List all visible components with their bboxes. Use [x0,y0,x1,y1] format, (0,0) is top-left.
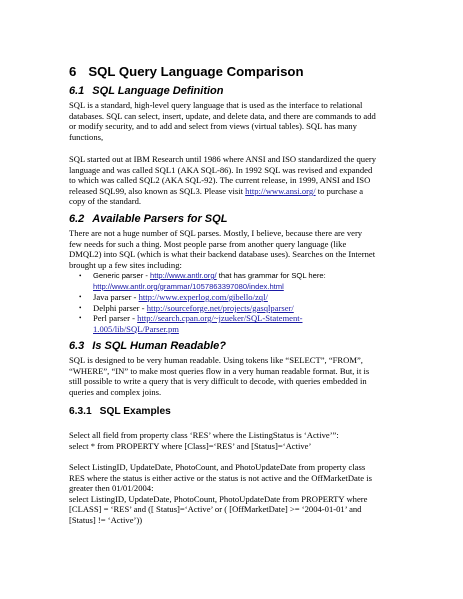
antlr-grammar-link[interactable]: http://www.antlr.org/grammar/1057863397080/index.html [93,281,284,291]
bullet-icon: • [79,293,82,301]
cpan-link[interactable]: http://search.cpan.org/~jzueker/SQL-Statement- [137,313,303,324]
text-line: queries and complex joins. [69,386,162,397]
text-line: select * from PROPERTY where [Class]=‘RES’ and [Status]=‘Active’ [69,440,312,451]
text-line: functions, [69,131,104,142]
text-line: SQL is designed to be very human readable. Using tokens like “SELECT”, “FROM”, [69,355,363,365]
list-item-label: Generic parser - [93,271,150,280]
text-line: [CLASS] = ‘RES’ and ([ Status]=‘Active’ or ( [OffMarketDate] >= ‘2004-01-01’ and [69,504,362,515]
section-title: SQL Examples [99,406,171,417]
list-item-label: Perl parser - [93,313,138,324]
s63-paragraph-1 [69,355,369,397]
s61-paragraph-1 [69,100,376,142]
text-line: SQL started out at IBM Research until 1986 where ANSI and ISO standardized the query [69,154,377,164]
section-6-3-heading [69,340,226,352]
text-line: released SQL99, also known as SQL3. Please visit [69,185,246,196]
bullet-icon: • [79,303,82,312]
text-line: Select all field from property class ‘RES’ where the ListingStatus is ‘Active’”: [69,430,339,440]
section-number: 6.3 [69,340,85,352]
antlr-link[interactable]: http://www.antlr.org/ [149,271,217,280]
list-item-label: Delphi parser - [93,302,147,313]
text-line: still possible to write a query that is very difficult to decode, with queries embedded in [69,376,367,387]
text-line: brought up a few sites including: [69,259,182,270]
section-6-3-1-heading [69,406,171,417]
text-line: to which was called SQL2 (AKA SQL-92). The current release, in 1999, ANSI and ISO [69,175,371,186]
text-line: [Status] != ‘Active’)) [69,514,143,525]
text-line: “WHERE”, “IN” to make most queries flow in a very human readable format. But, it is [69,365,370,376]
text-line: language and was called SQL1 (AKA SQL-86). In 1992 SQL was revised and expanded [69,164,373,175]
bullet-icon: • [79,272,82,280]
text-line: SQL is a standard, high-level query language that is used as the interface to relational [69,100,363,110]
text-line: select ListingID, UpdateDate, PhotoCount, PhotoUpdateDate from PROPERTY where [69,493,368,504]
text-line: greater then 01/01/2004: [69,483,154,494]
list-item-label: Java parser - [93,292,139,302]
text-line: DMQL2) into SQL (which is what their backend database uses). Searches on the Internet [69,249,376,260]
text-line: RES where the status is either active or the status is not active and the OffMarketDate is [69,472,372,483]
chapter-number: 6 [69,64,77,79]
gasqlparser-link[interactable]: http://sourceforge.net/projects/gasqlparser/ [146,302,294,313]
text-line: few needs for such a thing. Most people parse from another query language (like [69,238,347,249]
text-line: databases. SQL can select, insert, update, and delete data, and there are commands to add [69,110,376,121]
sql-example-1 [69,430,339,451]
section-6-1-heading [69,85,224,97]
text-line: to purchase a [315,185,364,196]
list-item-text: that has grammar for SQL here: [216,271,326,280]
chapter-title: SQL Query Language Comparison [88,64,304,79]
cpan-link-continued[interactable]: 1.005/lib/SQL/Parser.pm [93,323,179,334]
section-6-2-heading [69,213,227,225]
text-line: Select ListingID, UpdateDate, PhotoCount, and PhotoUpdateDate from property class [69,462,366,472]
section-title: Is SQL Human Readable? [92,340,226,352]
section-number: 6.2 [69,213,85,225]
s61-paragraph-2 [69,154,376,207]
section-title: SQL Language Definition [92,85,224,97]
text-line: copy of the standard. [69,196,142,207]
ansi-link[interactable]: http://www.ansi.org/ [245,185,316,196]
sql-example-2 [69,462,372,526]
section-title: Available Parsers for SQL [92,213,228,225]
text-line: or modify security, and to add and select from views (virtual tables). SQL has many [69,121,357,132]
section-number: 6.3.1 [69,406,92,417]
text-line: There are not a huge number of SQL parses. Mostly, I believe, because there are very [69,228,363,238]
section-number: 6.1 [69,85,85,97]
chapter-heading [69,64,304,79]
zql-link[interactable]: http://www.experlog.com/gibello/zql/ [138,292,268,302]
bullet-icon: • [79,314,82,323]
s62-paragraph-1 [69,228,375,270]
